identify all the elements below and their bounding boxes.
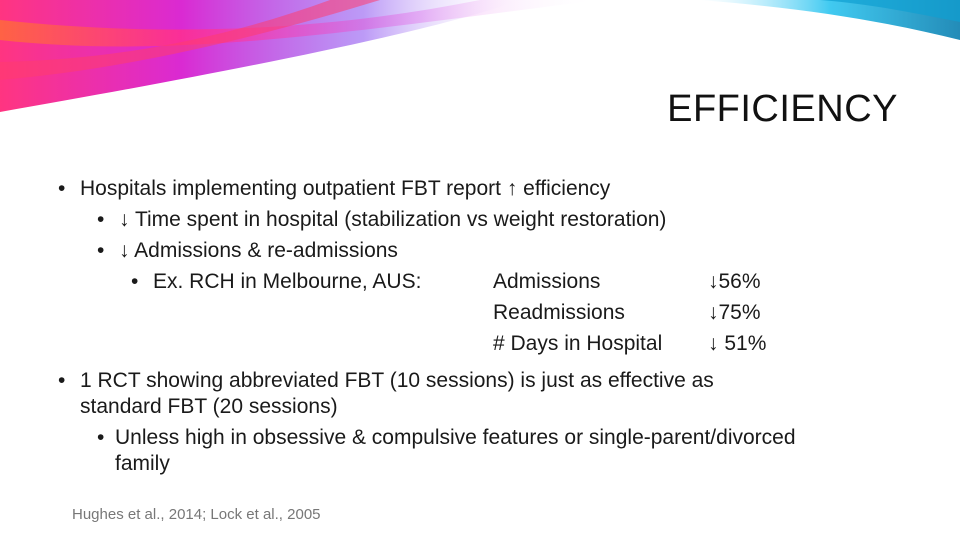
bullet-time-in-hospital <box>97 207 666 233</box>
stat-label-readmissions: Readmissions <box>493 301 625 324</box>
bullet-glyph: • <box>97 426 105 449</box>
bullet-admissions <box>97 238 398 264</box>
bullet-glyph: • <box>58 177 66 200</box>
stat-value-days: ↓ 51% <box>708 332 767 355</box>
bullet-unless <box>97 425 796 451</box>
bullet-rch-example <box>131 269 421 295</box>
bullet-glyph: • <box>58 369 66 392</box>
bullet-unless-continued: family <box>115 452 170 475</box>
bullet-glyph: • <box>131 270 139 293</box>
stat-value-readmissions: ↓75% <box>708 301 761 324</box>
bullet-text: ↓ Time spent in hospital (stabilization vs weight restoration) <box>119 208 667 231</box>
citation: Hughes et al., 2014; Lock et al., 2005 <box>72 506 321 523</box>
bullet-text: Ex. RCH in Melbourne, AUS: <box>153 270 422 293</box>
bullet-text: Unless high in obsessive & compulsive features or single-parent/divorced <box>115 426 796 449</box>
bullet-text: ↓ Admissions & re-admissions <box>119 239 398 262</box>
stat-label-days: # Days in Hospital <box>493 332 663 355</box>
stat-value-admissions: ↓56% <box>708 270 761 293</box>
bullet-text: 1 RCT showing abbreviated FBT (10 sessions) is just as effective as <box>80 369 714 392</box>
bullet-hospitals <box>58 176 610 202</box>
bullet-rct <box>58 368 714 394</box>
bullet-text: Hospitals implementing outpatient FBT report ↑ efficiency <box>80 177 611 200</box>
bullet-rct-continued: standard FBT (20 sessions) <box>80 395 338 418</box>
slide-title: EFFICIENCY <box>667 88 898 130</box>
bullet-glyph: • <box>97 208 105 231</box>
stat-label-admissions: Admissions <box>493 270 601 293</box>
bullet-glyph: • <box>97 239 105 262</box>
